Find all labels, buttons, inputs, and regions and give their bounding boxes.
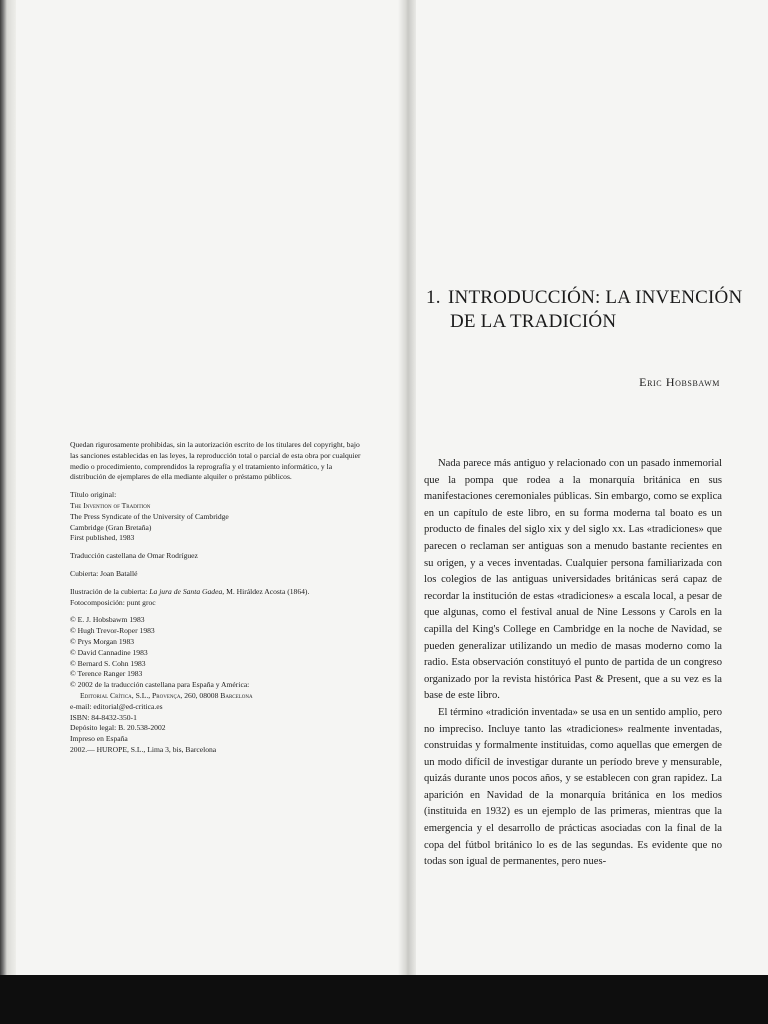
copyright-line: © Prys Morgan 1983 — [70, 636, 135, 646]
chapter-title — [426, 286, 746, 334]
publisher-email: e-mail: editorial@ed-critica.es — [70, 701, 163, 711]
original-publisher-place: Cambridge (Gran Bretaña) — [70, 522, 152, 532]
first-published: First published, 1983 — [70, 533, 135, 543]
chapter-number: 1. — [426, 287, 441, 308]
printed-in: Impreso en España — [70, 734, 128, 744]
illustration-block — [70, 587, 370, 609]
chapter-author: Eric Hobsbawm — [639, 375, 720, 389]
cover-illustration-prefix: Ilustración de la cubierta: — [70, 586, 150, 596]
cover-illustration-suffix: , M. Hiráldez Acosta (1864). — [222, 586, 310, 596]
chapter-title-text-1: INTRODUCCIÓN: LA INVENCIÓN — [448, 287, 743, 308]
rights-notice: Quedan rigurosamente prohibidas, sin la autorización escrito de los titulares del copyright, bajo las sanciones establecidas en las leyes, la reproducción total o parcial de esta obra por cualquier medio o procedimiento, comprendidos la reprografía y el tratamiento informático, y la distribución de ejemplares de ella mediante alquiler o préstamo públicos. — [70, 440, 361, 482]
original-publisher: The Press Syndicate of the University of Cambridge — [70, 511, 229, 521]
spanish-publisher: Editorial Crítica, S.L., Provença, 260, 08008 Barcelona — [80, 690, 253, 700]
copyright-line: © 2002 de la traducción castellana para España y América: — [70, 680, 250, 690]
body-paragraph: El término «tradición inventada» se usa en un sentido amplio, pero no impreciso. Incluye tanto las «tradiciones» realmente inventadas, construidas y formalmente instituidas, como aquellas que emergen de un modo difícil de investigar durante un período breve y mensurable, quizás durante unos pocos años, y se establecen con gran rapidez. La aparición en Navidad de la monarquía británica en los medios (instituida en 1932) es un ejemplo de las primeras, mientras que la emergencia y el desarrollo de prácticas asociadas con la final de la copa del fútbol británico lo es de las segundas. Es evidente que no todas son igual de permanentes, pero nues- — [424, 706, 722, 868]
cover-illustration-work: La jura de Santa Gadea — [149, 586, 223, 596]
body-paragraph: Nada parece más antiguo y relacionado con un pasado inmemorial que la pompa que rodea a la monarquía británica en sus manifestaciones ceremoniales públicas. Sin embargo, como se explica en un capítulo de este libro, en su forma moderna tal boato es un producto de finales del siglo xix y del siglo xx. Las «tradiciones» que parecen o reclaman ser antiguas son a menudo bastante recientes en su origen, y a veces inventadas. Cualquier persona familiarizada con los colegios de las antiguas universidades británicas será capaz de recordar la institución de estas «tradiciones» a escala local, a pesar de que algunas, como el festival anual de Nine Lessons y Carols en la capilla del King's College en Cambridge en la noche de Navidad, se pueden generalizar utilizando un medio de masas moderno como la radio. Esta observación constituyó el punto de partida de un congreso organizado por la revista histórica Past & Present, que a su vez es la base de este libro. — [424, 458, 722, 702]
chapter-title-line-2: DE LA TRADICIÓN — [450, 311, 617, 332]
page-gutter — [398, 0, 416, 975]
copyright-line: © David Cannadine 1983 — [70, 647, 148, 657]
cover-credit: Cubierta: Joan Batallé — [70, 568, 138, 578]
cover-illustration-credit — [70, 587, 370, 598]
isbn: ISBN: 84-8432-350-1 — [70, 712, 137, 722]
translation-credit: Traducción castellana de Omar Rodríguez — [70, 551, 198, 561]
legal-deposit: Depósito legal: B. 20.538-2002 — [70, 723, 166, 733]
left-binding-edge — [0, 0, 16, 975]
copyright-line: © E. J. Hobsbawm 1983 — [70, 615, 145, 625]
typesetting-credit: Fotocomposición: punt groc — [70, 597, 156, 607]
copyright-line: © Terence Ranger 1983 — [70, 669, 143, 679]
original-edition-block — [70, 490, 370, 544]
original-title-label: Título original: — [70, 490, 117, 500]
chapter-body — [424, 456, 722, 871]
copyright-page — [70, 440, 370, 756]
printer: 2002.— HUROPE, S.L., Lima 3, bis, Barcelona — [70, 744, 217, 754]
original-title: The Invention of Tradition — [70, 500, 151, 510]
copyright-block — [70, 615, 370, 755]
copyright-line: © Hugh Trevor-Roper 1983 — [70, 626, 155, 636]
scan-bottom-shadow — [0, 975, 768, 1024]
copyright-line: © Bernard S. Cohn 1983 — [70, 658, 146, 668]
chapter-title-line-1 — [426, 286, 746, 310]
